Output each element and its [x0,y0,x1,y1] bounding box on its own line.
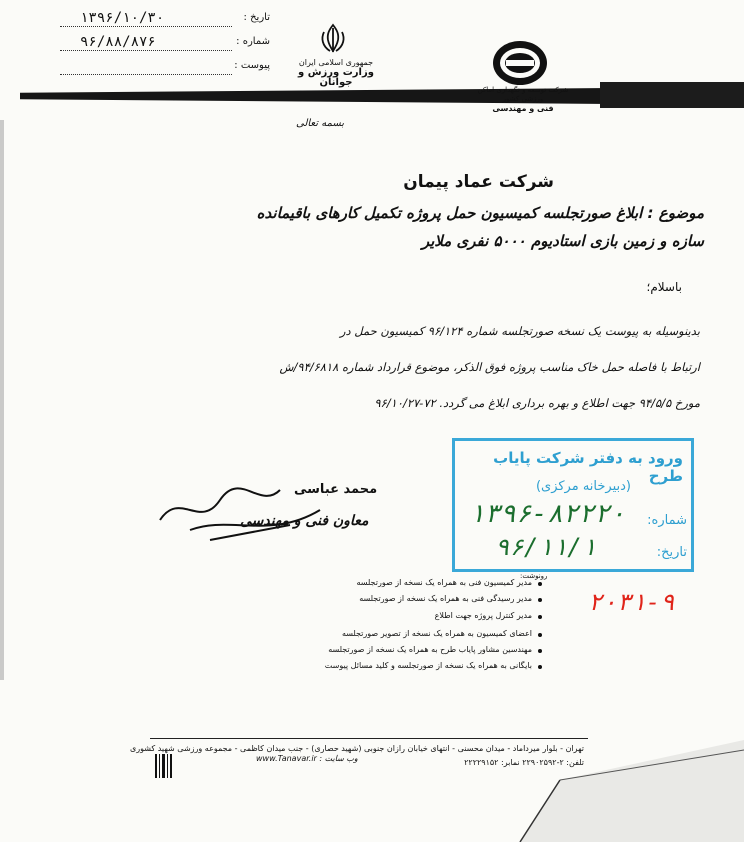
ministry-name: وزارت ورزش و جوانان [298,67,374,88]
footer-website: www.Tanavar.ir : وب سایت [256,754,358,763]
cc-item: مدیر کمیسیون فنی به همراه یک نسخه از صورتجلسه [356,578,532,587]
cc-item: اعضای کمیسیون به همراه یک نسخه از تصویر صورتجلسه [341,629,532,638]
handwritten-annotation: ۲۰۳۱-۹ [588,588,675,616]
bismillah: بسمه تعالی [296,118,345,129]
stamp-number-value: ۱۳۹۶-۸۲۲۲۰ [469,499,626,529]
attachment-label: پیوست : [234,60,270,71]
stamp-number-label: شماره: [647,513,687,528]
org-dept: فنی و مهندسی [492,104,554,113]
page-fold-shadow [500,740,744,842]
footer-phone: تلفن: ۲-۲۲۹۰۲۵۹۲ نمابر: ۲۲۲۲۹۱۵۲ [464,758,584,767]
bullet-icon [538,633,542,637]
number-label: شماره : [236,36,270,47]
country-name: جمهوری اسلامی ایران [298,58,374,67]
bullet-icon [538,598,542,602]
stamp-date-label: تاریخ: [656,545,687,560]
org-block [468,86,578,113]
subject-line-2: سازه و زمین بازی استادیوم ۵۰۰۰ نفری ملایر [421,232,704,250]
greeting: باسلام؛ [646,280,682,294]
recipient-name: شرکت عماد پیمان [403,172,554,192]
cc-item: مهندسین مشاور پایاب طرح به همراه یک نسخه از صورتجلسه [328,645,532,654]
footer-divider [150,738,588,739]
iran-emblem-icon [318,22,348,54]
barcode-icon [154,752,174,780]
cc-heading: رونوشت: [520,572,548,580]
attachment-row [40,58,270,76]
scan-edge [0,120,4,680]
body-paragraph-line: ارتباط با فاصله حمل خاک مناسب پروژه فوق الذکر، موضوع قرارداد شماره ۹۴/۶۸۱۸/ش [279,360,700,374]
ministry-block [286,58,386,88]
number-value: ۹۶/۸۸/۸۷۶ [80,34,156,50]
footer-address: تهران - بلوار میرداماد - میدان محسنی - انتهای خیابان رازان جنوبی (شهید حصاری) - جنب میدان کاظمی - مجموعه ورزشی شهید کشوری [129,744,584,753]
bullet-icon [538,649,542,653]
receipt-stamp [452,438,694,572]
date-value: ۱۳۹۶/۱۰/۳۰ [80,10,165,26]
bullet-icon [538,665,542,669]
cc-item: مدیر کنترل پروژه جهت اطلاع [434,611,532,620]
cc-item: بایگانی به همراه یک نسخه از صورتجلسه و کلید مسائل پیوست [324,661,532,670]
number-row [40,34,270,52]
date-label: تاریخ : [243,12,270,23]
signer-title: معاون فنی و مهندسی [240,513,369,529]
scan-noise-band [600,82,744,108]
stamp-date-value: ۹۶/۱۱/۱ [495,533,597,561]
subject-line-1: موضوع : ابلاغ صورتجلسه کمیسیون حمل پروژه تکمیل کارهای باقیمانده [256,204,704,222]
body-paragraph-line: بدینوسیله به پیوست یک نسخه صورتجلسه شماره ۹۶/۱۲۴ کمیسیون حمل در [339,324,700,338]
stamp-title: ورود به دفتر شرکت پایاب طرح [493,449,683,485]
organization-logo-icon [490,38,550,88]
date-row [40,10,270,28]
bullet-icon [538,582,542,586]
signer-name: محمد عباسی [294,482,378,497]
stamp-subtitle: (دبیرخانه مرکزی) [535,479,631,494]
org-name: شرکت توسعه و نگهداری اماکن ورزشی کشور [477,86,569,103]
cc-item: مدیر رسیدگی فنی به همراه یک نسخه از صورتجلسه [359,594,532,603]
body-paragraph-line: مورخ ۹۴/۵/۵ جهت اطلاع و بهره برداری ابلاغ می گردد. ۷۲-۹۶/۱۰/۲۷ [374,396,700,410]
bullet-icon [538,615,542,619]
